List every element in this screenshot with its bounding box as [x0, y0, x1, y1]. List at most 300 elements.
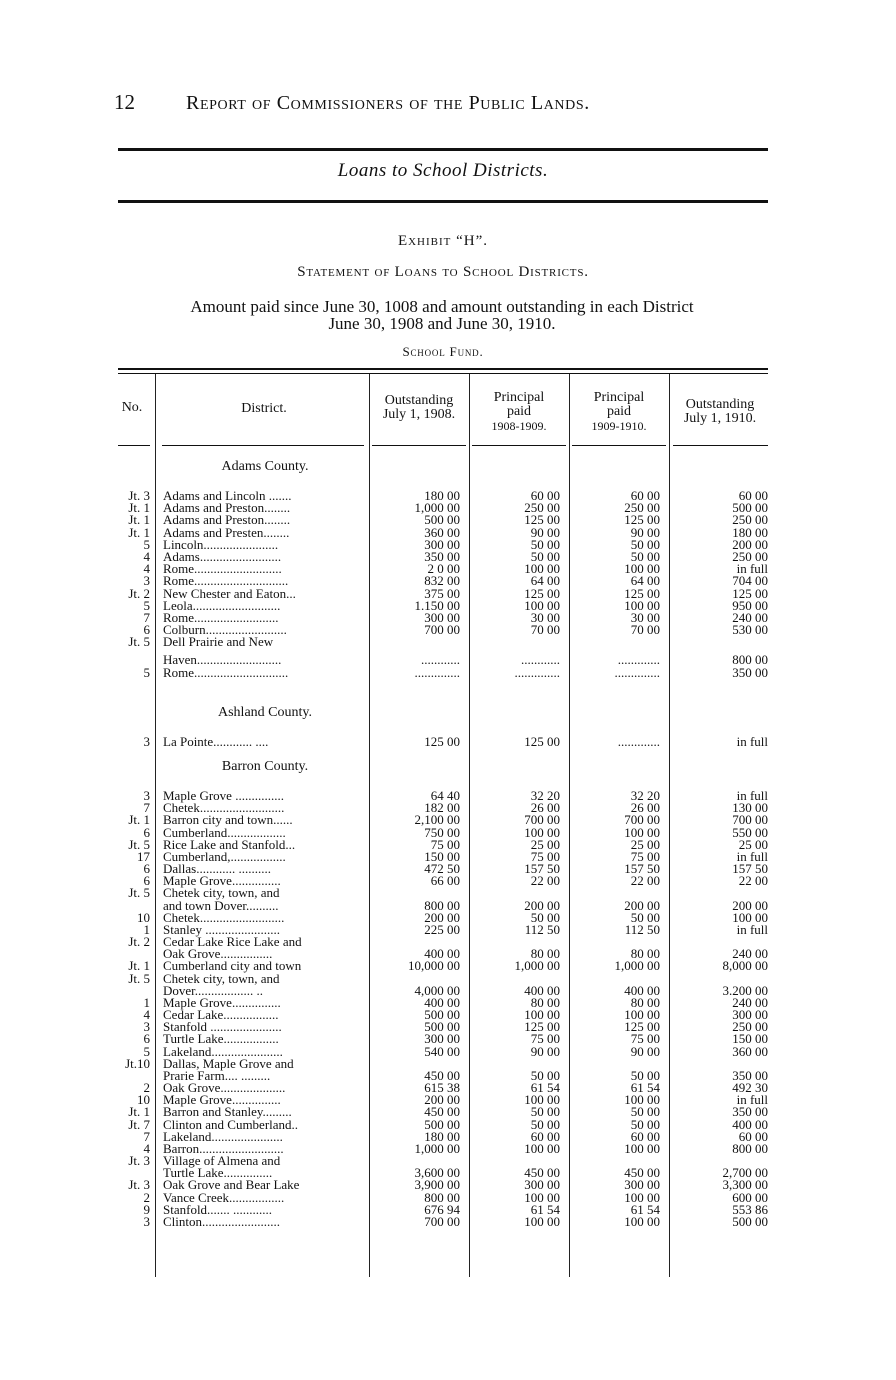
principal-1908-1909: 200 00 — [524, 897, 560, 913]
row-number: 7 — [143, 800, 150, 816]
principal-1909-1910: 50 00 — [630, 1116, 660, 1132]
row-number: 5 — [143, 1043, 150, 1059]
outstanding-1910: 300 00 — [732, 1007, 768, 1023]
row-number: 4 — [143, 1140, 150, 1156]
table-row — [0, 653, 896, 666]
principal-1909-1910: 450 00 — [624, 1165, 660, 1181]
header-underline — [162, 445, 364, 446]
row-number: 5 — [143, 664, 150, 680]
row-number: 3 — [143, 1019, 150, 1035]
row-number: 5 — [143, 536, 150, 552]
principal-1908-1909: 60 00 — [530, 1128, 560, 1144]
principal-1908-1909: 50 00 — [530, 536, 560, 552]
district-name: Maple Grove............... — [163, 994, 281, 1010]
principal-1909-1910: 22 00 — [630, 873, 660, 889]
district-name: Village of Almena and — [163, 1153, 281, 1169]
county-heading: Ashland County. — [218, 705, 312, 720]
row-number: Jt.10 — [125, 1055, 150, 1071]
outstanding-1910: 180 00 — [732, 524, 768, 540]
table-row — [0, 635, 896, 648]
principal-1909-1910: 50 00 — [630, 909, 660, 925]
principal-1909-1910: 80 00 — [630, 994, 660, 1010]
principal-1908-1909: 250 00 — [524, 500, 560, 516]
column-header-outstanding-1910 — [669, 398, 771, 426]
outstanding-1910: 800 00 — [732, 1140, 768, 1156]
outstanding-1910: 553 86 — [732, 1201, 768, 1217]
district-name: Stanley ....................... — [163, 921, 280, 937]
row-number: Jt. 5 — [128, 836, 150, 852]
principal-1909-1910: 112 50 — [624, 921, 660, 937]
outstanding-1910: 500 00 — [732, 500, 768, 516]
row-number: 2 — [143, 1189, 150, 1205]
principal-1908-1909: 25 00 — [530, 836, 560, 852]
row-number: Jt. 2 — [128, 934, 150, 950]
row-number: Jt. 5 — [128, 970, 150, 986]
outstanding-1908: 832 00 — [424, 573, 460, 589]
district-name: New Chester and Eaton... — [163, 585, 296, 601]
principal-1909-1910: 100 00 — [624, 1189, 660, 1205]
principal-1908-1909: 157 50 — [524, 861, 560, 877]
district-name: Lakeland...................... — [163, 1128, 283, 1144]
principal-1908-1909: 100 00 — [524, 1140, 560, 1156]
principal-1909-1910: 50 00 — [630, 549, 660, 564]
district-name: Oak Grove................ — [163, 946, 273, 962]
district-name: Rome............................. — [163, 573, 289, 589]
district-name: Dallas............ .......... — [163, 861, 271, 877]
principal-1909-1910: 125 00 — [624, 585, 660, 601]
district-name: Lakeland...................... — [163, 1043, 283, 1059]
column-header-principal-1909-1910 — [569, 391, 669, 433]
principal-1908-1909: 125 00 — [524, 585, 560, 601]
principal-1908-1909: 75 00 — [530, 1031, 560, 1047]
district-name: Barron city and town...... — [163, 812, 293, 828]
principal-1909-1910: 50 00 — [630, 1067, 660, 1083]
exhibit-heading: Exhibit “H”. — [397, 233, 489, 249]
principal-1909-1910: 100 00 — [624, 1092, 660, 1108]
principal-1909-1910: 50 00 — [630, 536, 660, 552]
outstanding-1908: 450 00 — [424, 1067, 460, 1083]
header-line: Outstanding — [384, 393, 454, 408]
outstanding-1910: 200 00 — [732, 897, 768, 913]
row-number: 7 — [143, 610, 150, 625]
district-name: Stanfold ...................... — [163, 1019, 282, 1035]
principal-1908-1909: 61 54 — [530, 1080, 560, 1096]
principal-1909-1910: 61 54 — [630, 1201, 660, 1217]
principal-1909-1910: 90 00 — [630, 524, 660, 540]
district-name: Clinton........................ — [163, 1213, 281, 1229]
header-line: Principal — [493, 390, 545, 405]
district-name: Dover.................. .. — [163, 982, 264, 998]
district-name: Colburn......................... — [163, 622, 287, 638]
table-top-rule-2 — [118, 373, 768, 374]
principal-1909-1910: 26 00 — [630, 800, 660, 816]
principal-1909-1910: 400 00 — [624, 982, 660, 998]
principal-1909-1910: ............. — [617, 734, 660, 749]
district-name: Cumberland,................. — [163, 848, 286, 864]
district-name: Chetek city, town, and — [163, 885, 280, 901]
outstanding-1908: 10,000 00 — [408, 958, 460, 974]
row-number: 3 — [143, 1213, 150, 1229]
row-number: Jt. 7 — [128, 1116, 150, 1132]
principal-1908-1909: 100 00 — [524, 1189, 560, 1205]
district-name: Vance Creek................. — [163, 1189, 285, 1205]
principal-1909-1910: 80 00 — [630, 946, 660, 962]
outstanding-1908: 500 00 — [424, 512, 460, 528]
district-name: Oak Grove and Bear Lake — [163, 1177, 300, 1193]
row-number: Jt. 3 — [128, 1177, 150, 1193]
district-name: Maple Grove ............... — [163, 788, 284, 803]
row-number: Jt. 1 — [128, 500, 150, 516]
row-number: Jt. 3 — [128, 488, 150, 503]
principal-1908-1909: 50 00 — [530, 1067, 560, 1083]
outstanding-1910: 530 00 — [732, 622, 768, 638]
district-name: Prarie Farm.... ......... — [163, 1067, 271, 1083]
outstanding-1910: 25 00 — [738, 836, 768, 852]
outstanding-1910: 350 00 — [732, 1104, 768, 1120]
principal-1908-1909: 300 00 — [524, 1177, 560, 1193]
header-line: 1909-1910. — [591, 419, 647, 433]
outstanding-1908: 676 94 — [424, 1201, 460, 1217]
outstanding-1908: 360 00 — [424, 524, 460, 540]
principal-1909-1910: 125 00 — [624, 512, 660, 528]
outstanding-1908: 450 00 — [424, 1104, 460, 1120]
district-name: Dallas, Maple Grove and — [163, 1055, 294, 1071]
header-underline — [472, 445, 566, 446]
district-name: Turtle Lake................. — [163, 1031, 279, 1047]
principal-1909-1910: 1,000 00 — [614, 958, 660, 974]
principal-1909-1910: 125 00 — [624, 1019, 660, 1035]
principal-1909-1910: 100 00 — [624, 1140, 660, 1156]
running-header: Report of Commissioners of the Public Lands. — [186, 92, 590, 114]
district-name: Leola........................... — [163, 597, 281, 613]
row-number: Jt. 5 — [128, 885, 150, 901]
principal-1908-1909: 50 00 — [530, 1116, 560, 1132]
amount-line-2: June 30, 1908 and June 30, 1910. — [328, 314, 556, 333]
principal-1908-1909: 50 00 — [530, 549, 560, 564]
principal-1908-1909: 70 00 — [530, 622, 560, 638]
district-name: Maple Grove............... — [163, 873, 281, 889]
outstanding-1910: 3.200 00 — [722, 982, 768, 998]
amount-line-1: Amount paid since June 30, 1008 and amount outstanding in each District — [190, 297, 694, 316]
table-row — [0, 666, 896, 679]
principal-1909-1910: 100 00 — [624, 561, 660, 577]
row-number: 17 — [137, 848, 150, 864]
district-name: Adams and Presten........ — [163, 524, 290, 540]
outstanding-1910: 2,700 00 — [722, 1165, 768, 1181]
table-row — [0, 1215, 896, 1228]
row-number: Jt. 2 — [128, 585, 150, 601]
header-line: paid — [606, 404, 632, 419]
outstanding-1910: 250 00 — [732, 549, 768, 564]
principal-1909-1910: .............. — [614, 664, 660, 680]
header-line: July 1, 1908. — [382, 407, 456, 422]
principal-1909-1910: 100 00 — [624, 824, 660, 840]
row-number: 6 — [143, 861, 150, 877]
outstanding-1908: 472 50 — [424, 861, 460, 877]
outstanding-1910: 250 00 — [732, 1019, 768, 1035]
header-line: 1908-1909. — [491, 419, 547, 433]
principal-1908-1909: 22 00 — [530, 873, 560, 889]
outstanding-1908: 3,600 00 — [414, 1165, 460, 1181]
outstanding-1908: 500 00 — [424, 1116, 460, 1132]
principal-1908-1909: 100 00 — [524, 1007, 560, 1023]
principal-1908-1909: 100 00 — [524, 1092, 560, 1108]
principal-1909-1910: 100 00 — [624, 1213, 660, 1229]
district-name: Oak Grove.................... — [163, 1080, 286, 1096]
outstanding-1908: 350 00 — [424, 549, 460, 564]
outstanding-1910: 250 00 — [732, 512, 768, 528]
outstanding-1908: 180 00 — [424, 1128, 460, 1144]
principal-1908-1909: 100 00 — [524, 824, 560, 840]
principal-1908-1909: 100 00 — [524, 561, 560, 577]
outstanding-1910: 350 00 — [732, 1067, 768, 1083]
principal-1908-1909: 61 54 — [530, 1201, 560, 1217]
outstanding-1908: 300 00 — [424, 536, 460, 552]
district-name: Rome............................. — [163, 664, 289, 680]
principal-1908-1909: 26 00 — [530, 800, 560, 816]
row-number: Jt. 1 — [128, 958, 150, 974]
outstanding-1910: 700 00 — [732, 812, 768, 828]
district-name: La Pointe............ .... — [163, 734, 269, 749]
principal-1908-1909: 75 00 — [530, 848, 560, 864]
outstanding-1908: 2 0 00 — [427, 561, 460, 577]
principal-1908-1909: 80 00 — [530, 946, 560, 962]
outstanding-1908: 150 00 — [424, 848, 460, 864]
principal-1908-1909: 125 00 — [524, 512, 560, 528]
outstanding-1908: 64 40 — [430, 788, 460, 803]
row-number: Jt. 1 — [128, 812, 150, 828]
outstanding-1910: 200 00 — [732, 536, 768, 552]
principal-1908-1909: 32 20 — [530, 788, 560, 803]
district-name: Haven.......................... — [163, 651, 282, 667]
statement-heading: Statement of Loans to School Districts. — [297, 264, 589, 280]
district-name: Cedar Lake................. — [163, 1007, 279, 1023]
principal-1909-1910: 61 54 — [630, 1080, 660, 1096]
principal-1909-1910: ............. — [617, 651, 660, 667]
outstanding-1908: 375 00 — [424, 585, 460, 601]
district-name: Adams......................... — [163, 549, 282, 564]
row-number: 6 — [143, 1031, 150, 1047]
principal-1908-1909: 100 00 — [524, 597, 560, 613]
principal-1909-1910: 75 00 — [630, 1031, 660, 1047]
row-number: 10 — [137, 1092, 150, 1108]
principal-1909-1910: 64 00 — [630, 573, 660, 589]
outstanding-1908: 700 00 — [424, 1213, 460, 1229]
principal-1909-1910: 25 00 — [630, 836, 660, 852]
district-name: Chetek.......................... — [163, 909, 285, 925]
outstanding-1910: 800 00 — [732, 651, 768, 667]
county-heading: Adams County. — [221, 459, 309, 474]
principal-1909-1910: 90 00 — [630, 1043, 660, 1059]
header-underline — [572, 445, 666, 446]
outstanding-1910: 240 00 — [732, 946, 768, 962]
row-number: 7 — [143, 1128, 150, 1144]
row-number: Jt. 1 — [128, 1104, 150, 1120]
page-number: 12 — [114, 90, 135, 114]
outstanding-1908: 180 00 — [424, 488, 460, 503]
header-underline — [372, 445, 466, 446]
outstanding-1908: ............ — [421, 651, 460, 667]
header-line: Outstanding — [685, 397, 755, 412]
district-name: Lincoln....................... — [163, 536, 279, 552]
principal-1909-1910: 32 20 — [630, 788, 660, 803]
principal-1909-1910: 157 50 — [624, 861, 660, 877]
outstanding-1910: 704 00 — [732, 573, 768, 589]
header-line: paid — [506, 404, 532, 419]
outstanding-1910: 130 00 — [732, 800, 768, 816]
outstanding-1910: 600 00 — [732, 1189, 768, 1205]
outstanding-1908: 125 00 — [424, 734, 460, 749]
outstanding-1908: 300 00 — [424, 610, 460, 625]
principal-1908-1909: 50 00 — [530, 909, 560, 925]
row-number: 2 — [143, 1080, 150, 1096]
district-name: Rice Lake and Stanfold... — [163, 836, 296, 852]
outstanding-1910: 100 00 — [732, 909, 768, 925]
district-name: Cedar Lake Rice Lake and — [163, 934, 302, 950]
district-name: Dell Prairie and New — [163, 634, 274, 650]
outstanding-1908: 2,100 00 — [414, 812, 460, 828]
outstanding-1910: 500 00 — [732, 1213, 768, 1229]
outstanding-1910: 60 00 — [738, 488, 768, 503]
principal-1909-1910: 50 00 — [630, 1104, 660, 1120]
outstanding-1908: 1.150 00 — [414, 597, 460, 613]
district-name: Adams and Preston........ — [163, 500, 291, 516]
district-name: Turtle Lake............... — [163, 1165, 273, 1181]
outstanding-1908: .............. — [414, 664, 460, 680]
outstanding-1908: 540 00 — [424, 1043, 460, 1059]
outstanding-1910: 350 00 — [732, 664, 768, 680]
outstanding-1910: 240 00 — [732, 994, 768, 1010]
district-name: Rome........................... — [163, 561, 282, 577]
row-number: 1 — [143, 994, 150, 1010]
header-line: Principal — [593, 390, 645, 405]
principal-1909-1910: 100 00 — [624, 597, 660, 613]
outstanding-1910: in full — [736, 921, 768, 937]
outstanding-1908: 400 00 — [424, 994, 460, 1010]
district-name: Clinton and Cumberland.. — [163, 1116, 299, 1132]
bottom-rule — [118, 200, 768, 203]
row-number: 4 — [143, 549, 150, 564]
principal-1908-1909: 50 00 — [530, 1104, 560, 1120]
amount-description — [114, 298, 770, 332]
district-name: Barron.......................... — [163, 1140, 284, 1156]
outstanding-1910: 550 00 — [732, 824, 768, 840]
outstanding-1910: in full — [736, 848, 768, 864]
principal-1908-1909: 64 00 — [530, 573, 560, 589]
column-header-principal-1908-1909 — [469, 391, 569, 433]
district-name: Barron and Stanley......... — [163, 1104, 292, 1120]
row-number: Jt. 3 — [128, 1153, 150, 1169]
outstanding-1908: 1,000 00 — [414, 500, 460, 516]
principal-1909-1910: 100 00 — [624, 1007, 660, 1023]
outstanding-1910: in full — [736, 1092, 768, 1108]
outstanding-1910: in full — [736, 561, 768, 577]
principal-1908-1909: 1,000 00 — [514, 958, 560, 974]
principal-1909-1910: 250 00 — [624, 500, 660, 516]
row-number: 10 — [137, 909, 150, 925]
principal-1908-1909: 60 00 — [530, 488, 560, 503]
principal-1908-1909: 700 00 — [524, 812, 560, 828]
principal-1909-1910: 60 00 — [630, 1128, 660, 1144]
outstanding-1910: 240 00 — [732, 610, 768, 625]
principal-1908-1909: 90 00 — [530, 524, 560, 540]
principal-1909-1910: 70 00 — [630, 622, 660, 638]
principal-1909-1910: 300 00 — [624, 1177, 660, 1193]
outstanding-1908: 182 00 — [424, 800, 460, 816]
outstanding-1908: 615 38 — [424, 1080, 460, 1096]
principal-1908-1909: .............. — [514, 664, 560, 680]
table-row — [0, 735, 896, 748]
principal-1908-1909: 90 00 — [530, 1043, 560, 1059]
district-name: Rome.......................... — [163, 610, 279, 625]
principal-1908-1909: 125 00 — [524, 1019, 560, 1035]
outstanding-1908: 750 00 — [424, 824, 460, 840]
outstanding-1908: 75 00 — [430, 836, 460, 852]
district-name: Cumberland city and town — [163, 958, 302, 974]
outstanding-1908: 225 00 — [424, 921, 460, 937]
row-number: 6 — [143, 824, 150, 840]
row-number: Jt. 1 — [128, 524, 150, 540]
row-number: 3 — [143, 788, 150, 803]
outstanding-1908: 200 00 — [424, 1092, 460, 1108]
principal-1908-1909: 400 00 — [524, 982, 560, 998]
row-number: 1 — [143, 921, 150, 937]
outstanding-1910: 60 00 — [738, 1128, 768, 1144]
outstanding-1910: 22 00 — [738, 873, 768, 889]
district-name: Chetek city, town, and — [163, 970, 280, 986]
district-name: Cumberland.................. — [163, 824, 286, 840]
district-name: Chetek.......................... — [163, 800, 285, 816]
district-name: and town Dover.......... — [163, 897, 279, 913]
row-number: Jt. 5 — [128, 634, 150, 650]
principal-1909-1910: 30 00 — [630, 610, 660, 625]
principal-1908-1909: 80 00 — [530, 994, 560, 1010]
outstanding-1908: 3,900 00 — [414, 1177, 460, 1193]
row-number: 5 — [143, 597, 150, 613]
outstanding-1910: 157 50 — [732, 861, 768, 877]
outstanding-1910: 492 30 — [732, 1080, 768, 1096]
outstanding-1908: 500 00 — [424, 1019, 460, 1035]
outstanding-1908: 500 00 — [424, 1007, 460, 1023]
header-underline — [673, 445, 768, 446]
fund-heading: School Fund. — [402, 344, 484, 359]
principal-1909-1910: 75 00 — [630, 848, 660, 864]
outstanding-1910: in full — [736, 788, 768, 803]
row-number: 4 — [143, 1007, 150, 1023]
row-number: 6 — [143, 622, 150, 638]
column-header-district: District. — [241, 401, 287, 416]
section-title: Loans to School Districts. — [337, 160, 549, 181]
district-name: Maple Grove............... — [163, 1092, 281, 1108]
principal-1908-1909: ............ — [521, 651, 560, 667]
principal-1908-1909: 112 50 — [524, 921, 560, 937]
outstanding-1910: 950 00 — [732, 597, 768, 613]
principal-1909-1910: 200 00 — [624, 897, 660, 913]
table-top-rule — [118, 368, 768, 370]
principal-1908-1909: 30 00 — [530, 610, 560, 625]
outstanding-1910: 8,000 00 — [722, 958, 768, 974]
principal-1908-1909: 450 00 — [524, 1165, 560, 1181]
outstanding-1910: 400 00 — [732, 1116, 768, 1132]
outstanding-1908: 700 00 — [424, 622, 460, 638]
county-heading: Barron County. — [221, 759, 309, 774]
outstanding-1908: 400 00 — [424, 946, 460, 962]
header-line: July 1, 1910. — [683, 411, 757, 426]
outstanding-1910: 150 00 — [732, 1031, 768, 1047]
row-number: 9 — [143, 1201, 150, 1217]
row-number: 3 — [143, 734, 150, 749]
column-header-outstanding-1908 — [369, 394, 469, 422]
